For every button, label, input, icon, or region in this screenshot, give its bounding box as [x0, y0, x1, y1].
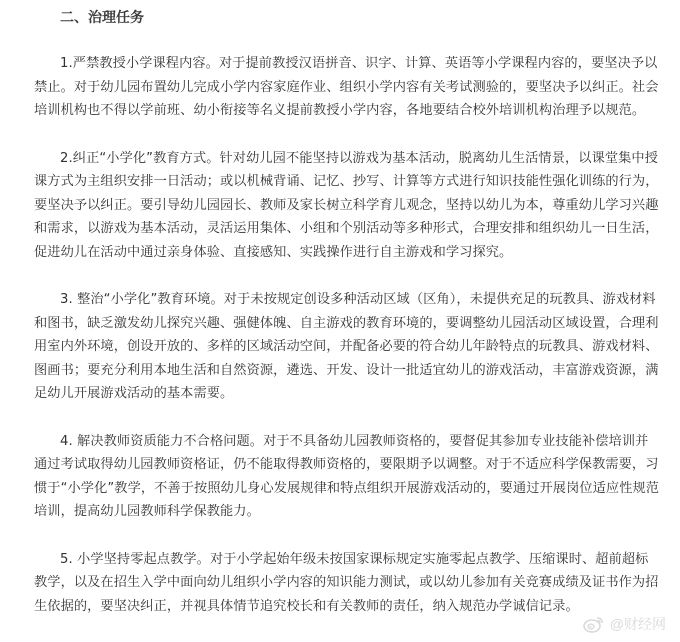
paragraph-3: 3. 整治“小学化”教育环境。对于未按规定创设多种活动区域（区角），未提供充足的玩教具、游戏材料和图书，缺乏激发幼儿探究兴趣、强健体魄、自主游戏的教育环境的，要调整幼儿园活动区域设置，合理利用室内外环境，创设开放的、多样的区域活动空间，并配备必要的符合幼儿年龄特点的玩教具、游戏材料、图画书；要充分利用本地生活和自然资源，遴选、开发、设计一批适宜幼儿的游戏活动，丰富游戏资源，满足幼儿开展游戏活动的基本需要。 [34, 292, 659, 401]
section-heading: 二、治理任务 [60, 10, 144, 26]
paragraph-4: 4. 解决教师资质能力不合格问题。对于不具备幼儿园教师资格的，要督促其参加专业技能补偿培训并通过考试取得幼儿园教师资格证，仍不能取得教师资格的，要限期予以调整。对于不适应科学保教需要，习惯于“小学化”教学，不善于按照幼儿身心发展规律和特点组织开展游戏活动的，要通过开展岗位适应性规范培训，提高幼儿园教师科学保教能力。 [34, 433, 660, 519]
paragraph-2: 2.纠正“小学化”教育方式。针对幼儿园不能坚持以游戏为基本活动，脱离幼儿生活情景，以课堂集中授课方式为主组织安排一日活动；或以机械背诵、记忆、抄写、计算等方式进行知识技能性强化训练的行为，要坚决予以纠正。要引导幼儿园园长、教师及家长树立科学育儿观念，坚持以幼儿为本，尊重幼儿学习兴趣和需求，以游戏为基本活动，灵活运用集体、小组和个别活动等多种形式，合理安排和组织幼儿一日生活，促进幼儿在活动中通过亲身体验、直接感知、实践操作进行自主游戏和学习探究。 [34, 150, 659, 260]
paragraph-1: 1.严禁教授小学课程内容。对于提前教授汉语拼音、识字、计算、英语等小学课程内容的，要坚决予以禁止。对于幼儿园布置幼儿完成小学内容家庭作业、组织小学内容有关考试测验的，要坚决予以纠正。社会培训机构也不得以学前班、幼小衔接等名义提前教授小学内容，各地要结合校外培训机构治理予以规范。 [34, 56, 659, 118]
weibo-icon [583, 615, 605, 633]
watermark [583, 614, 666, 634]
paragraph-5: 5. 小学坚持零起点教学。对于小学起始年级未按国家课标规定实施零起点教学、压缩课时、超前超标教学，以及在招生入学中面向幼儿组织小学内容的知识能力测试，或以幼儿参加有关竞赛成绩及证书作为招生依据的，要坚决纠正，并视具体情节追究校长和有关教师的责任，纳入规范办学诚信记录。 [34, 551, 659, 614]
watermark-text: @财经网 [609, 616, 666, 632]
